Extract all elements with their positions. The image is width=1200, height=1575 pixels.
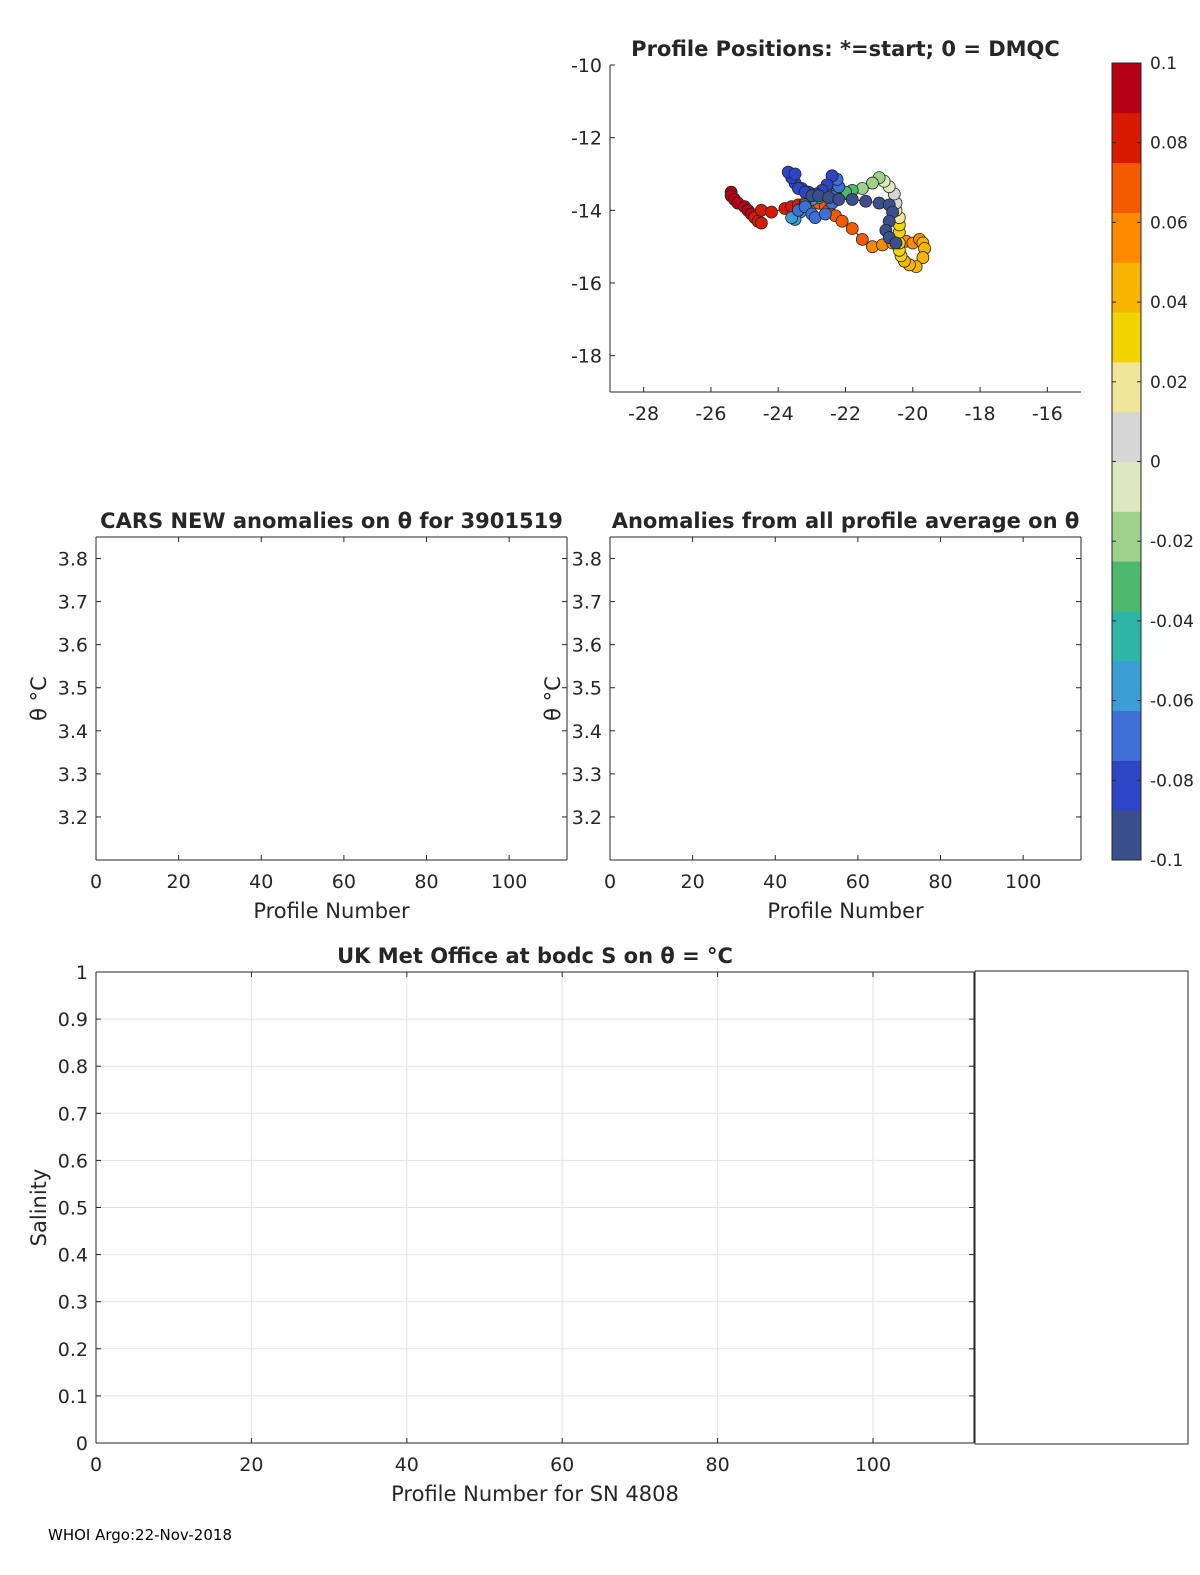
avg-x-tick-label: 0 [603, 871, 617, 893]
cars-y-tick-label: 3.5 [57, 677, 88, 700]
colorbar-tick-label: -0.02 [1150, 532, 1194, 553]
profile-position-marker [860, 195, 872, 207]
salinity-x-tick-label: 40 [394, 1454, 419, 1476]
salinity-x-tick-label: 0 [89, 1454, 103, 1476]
cars-y-tick-label: 3.3 [57, 763, 88, 786]
colorbar-segment [1112, 163, 1141, 213]
profile-position-marker [846, 223, 858, 235]
profile-position-marker [836, 215, 848, 227]
profile-position-marker [856, 233, 868, 245]
salinity-x-tick-label: 20 [239, 1454, 264, 1476]
footer-text: WHOI Argo:22-Nov-2018 [48, 1526, 232, 1544]
positions-x-tick-label: -20 [897, 403, 929, 425]
colorbar-tick-label: 0.02 [1150, 372, 1188, 393]
colorbar-segment [1112, 63, 1141, 113]
positions-x-tick-label: -24 [762, 403, 794, 425]
salinity-y-tick-label: 0 [75, 1433, 88, 1455]
cars-x-tick-label: 40 [249, 871, 274, 893]
positions-y-tick-label: -10 [570, 55, 602, 77]
positions-x-tick-label: -22 [829, 403, 862, 425]
salinity-x-tick-label: 80 [705, 1454, 730, 1476]
salinity-title: UK Met Office at bodc S on θ = °C [337, 944, 733, 968]
avg-y-tick-label: 3.8 [571, 548, 602, 571]
salinity-y-tick-label: 0.1 [57, 1385, 88, 1408]
colorbar-segment [1112, 810, 1141, 860]
avg-x-tick-label: 100 [1005, 871, 1042, 893]
positions-x-tick-label: -28 [628, 403, 660, 425]
colorbar-tick-label: 0.04 [1150, 293, 1188, 314]
salinity-y-tick-label: 0.9 [57, 1009, 88, 1032]
colorbar-tick-label: -0.08 [1150, 771, 1194, 792]
colorbar-tick-label: 0 [1150, 452, 1161, 473]
colorbar-segment [1112, 561, 1141, 611]
salinity-y-tick-label: 0.4 [57, 1244, 88, 1267]
cars-x-tick-label: 100 [491, 871, 528, 893]
colorbar-tick-label: -0.1 [1150, 851, 1184, 871]
salinity-y-tick-label: 0.5 [57, 1197, 88, 1220]
cars-y-tick-label: 3.8 [57, 548, 88, 571]
positions-x-tick-label: -26 [695, 403, 727, 425]
avg-title: Anomalies from all profile average on θ [611, 509, 1080, 533]
profile-position-marker [765, 206, 777, 218]
salinity-y-tick-label: 0.2 [57, 1338, 88, 1361]
cars-x-tick-label: 80 [414, 871, 439, 893]
colorbar-segment [1112, 611, 1141, 661]
cars-x-tick-label: 0 [89, 871, 103, 893]
profile-position-marker [789, 168, 801, 180]
colorbar-segment [1112, 412, 1141, 462]
profile-position-marker [755, 217, 767, 229]
cars-y-tick-label: 3.7 [57, 591, 88, 614]
avg-y-tick-label: 3.4 [571, 720, 602, 743]
avg-x-tick-label: 60 [845, 871, 870, 893]
colorbar-tick-label: 0.1 [1150, 54, 1178, 74]
colorbar-segment [1112, 212, 1141, 262]
avg-x-tick-label: 80 [928, 871, 953, 893]
positions-y-tick-label: -12 [570, 127, 602, 150]
avg-y-tick-label: 3.5 [571, 677, 602, 700]
avg-y-tick-label: 3.2 [571, 806, 602, 829]
avg-x-tick-label: 20 [680, 871, 705, 893]
colorbar-segment [1112, 661, 1141, 711]
positions-title: Profile Positions: *=start; 0 = DMQC [631, 37, 1060, 61]
avg-y-tick-label: 3.6 [571, 634, 602, 657]
colorbar-segment [1112, 760, 1141, 810]
salinity-y-tick-label: 1 [75, 962, 88, 984]
colorbar-tick-label: 0.06 [1150, 213, 1188, 234]
positions-y-tick-label: -16 [570, 273, 602, 295]
colorbar-tick-label: 0.08 [1150, 133, 1188, 154]
salinity-x-tick-label: 100 [854, 1454, 892, 1476]
avg-y-label: θ °C [541, 676, 565, 721]
positions-y-tick-label: -18 [570, 345, 602, 368]
colorbar-segment [1112, 511, 1141, 561]
salinity-y-tick-label: 0.6 [57, 1150, 88, 1173]
positions-x-tick-label: -16 [1031, 403, 1063, 425]
profile-position-marker [819, 208, 831, 220]
profile-position-marker [890, 237, 902, 249]
avg-y-tick-label: 3.3 [571, 763, 602, 786]
avg-x-tick-label: 40 [763, 871, 788, 893]
profile-position-marker [846, 193, 858, 205]
cars-x-label: Profile Number [253, 899, 410, 923]
colorbar-segment [1112, 462, 1141, 512]
cars-y-tick-label: 3.4 [57, 720, 88, 743]
positions-x-tick-label: -18 [964, 403, 996, 425]
colorbar-segment [1112, 113, 1141, 163]
positions-y-tick-label: -14 [570, 200, 602, 223]
salinity-x-label: Profile Number for SN 4808 [391, 1482, 679, 1506]
cars-y-tick-label: 3.2 [57, 806, 88, 829]
colorbar-segment [1112, 711, 1141, 761]
salinity-y-tick-label: 0.8 [57, 1056, 88, 1079]
colorbar-tick-label: -0.04 [1150, 611, 1194, 632]
cars-y-tick-label: 3.6 [57, 634, 88, 657]
cars-y-label: θ °C [27, 676, 51, 721]
salinity-y-tick-label: 0.3 [57, 1291, 88, 1314]
colorbar-tick-label: -0.06 [1150, 691, 1194, 712]
colorbar-segment [1112, 362, 1141, 412]
colorbar-segment [1112, 262, 1141, 312]
salinity-x-tick-label: 60 [550, 1454, 575, 1476]
salinity-y-label: Salinity [27, 1168, 51, 1247]
cars-x-tick-label: 20 [166, 871, 191, 893]
avg-y-tick-label: 3.7 [571, 591, 602, 614]
colorbar-segment [1112, 312, 1141, 362]
cars-title: CARS NEW anomalies on θ for 3901519 [100, 509, 563, 533]
legend-box [975, 971, 1188, 1444]
avg-x-label: Profile Number [767, 899, 924, 923]
salinity-y-tick-label: 0.7 [57, 1103, 88, 1126]
profile-position-marker [833, 193, 845, 205]
cars-x-tick-label: 60 [331, 871, 356, 893]
